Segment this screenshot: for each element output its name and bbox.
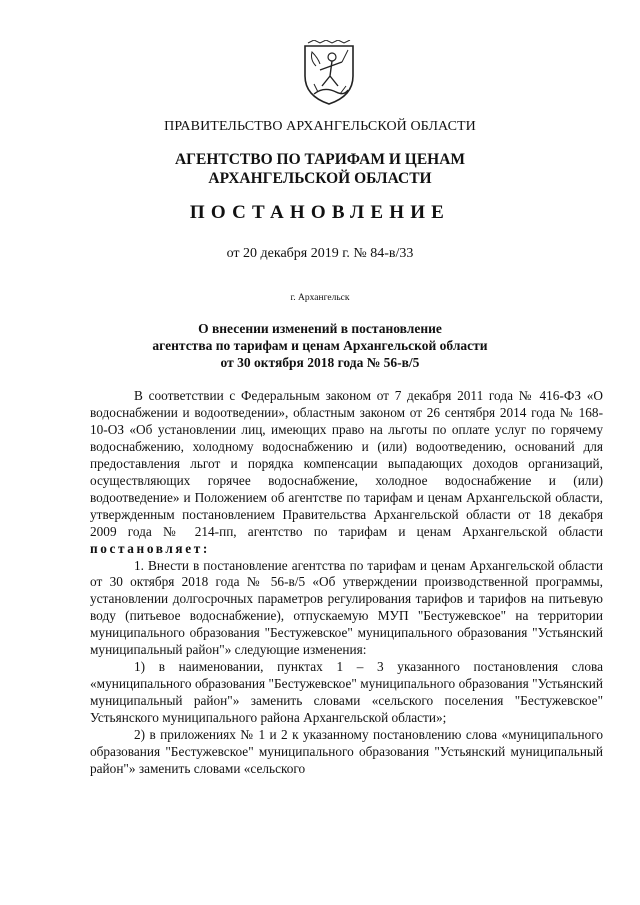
document-type-title: ПОСТАНОВЛЕНИЕ	[189, 202, 451, 223]
document-city: г. Архангельск	[290, 293, 350, 303]
preamble-paragraph	[90, 388, 603, 558]
government-name: ПРАВИТЕЛЬСТВО АРХАНГЕЛЬСКОЙ ОБЛАСТИ	[164, 119, 476, 134]
subject-line-2: агентства по тарифам и ценам Архангельской области	[152, 338, 488, 353]
subject-line-3: от 30 октября 2018 года № 56-в/5	[220, 355, 420, 370]
agency-line-2: АРХАНГЕЛЬСКОЙ ОБЛАСТИ	[208, 170, 432, 187]
resolves-keyword: постановляет:	[90, 540, 210, 556]
document-date-number: от 20 декабря 2019 г. № 84-в/33	[226, 246, 414, 261]
subject-line-1: О внесении изменений в постановление	[198, 321, 442, 336]
item-1-1-paragraph: 1) в наименовании, пунктах 1 – 3 указанного постановления слова «муниципального образования "Бестужевское" муниципального образования "Устьянский муниципальный район"» заменить словами «сельского поселения "Бестужевское" Устьянского муниципального района Архангельской области»;	[90, 659, 603, 726]
coat-of-arms-emblem	[302, 40, 356, 106]
item-1-paragraph: 1. Внести в постановление агентства по тарифам и ценам Архангельской области от 30 октября 2018 года № 56-в/5 «Об утверждении производственной программы, установлении долгосрочных параметров регулирования тарифов и тарифов на питьевую воду (питьевое водоснабжение), отпускаемую МУП "Бестужевское" на территории муниципального образования "Бестужевское" муниципального образования "Устьянский муниципальный район"» следующие изменения:	[90, 557, 603, 658]
item-1-2-paragraph: 2) в приложениях № 1 и 2 к указанному постановлению слова «муниципального образования "Бестужевское" муниципального образования "Устьянский муниципальный район"» заменить словами «сельского	[90, 727, 603, 776]
preamble-text: В соответствии с Федеральным законом от 7 декабря 2011 года № 416-ФЗ «О водоснабжении и водоотведении», областным законом от 26 сентября 2014 года № 168-10-ОЗ «Об установлении лиц, имеющих право на льготы по оплате услуг по горячему водоснабжению, холодному водоснабжению и (или) водоотведению, оснований для предоставления льгот и порядка компенсации выпадающих доходов организаций, осуществляющих горячее водоснабжение, холодное водоснабжение и (или) водоотведение» и Положением об агентстве по тарифам и ценам Архангельской области, утвержденным постановлением Правительства Архангельской области от 18 декабря 2009 года № 214-пп, агентство по тарифам и ценам Архангельской области	[90, 388, 603, 539]
agency-line-1: АГЕНТСТВО ПО ТАРИФАМ И ЦЕНАМ	[174, 151, 466, 168]
document-subject	[0, 320, 640, 371]
agency-name	[0, 150, 640, 188]
document-body	[90, 388, 603, 778]
